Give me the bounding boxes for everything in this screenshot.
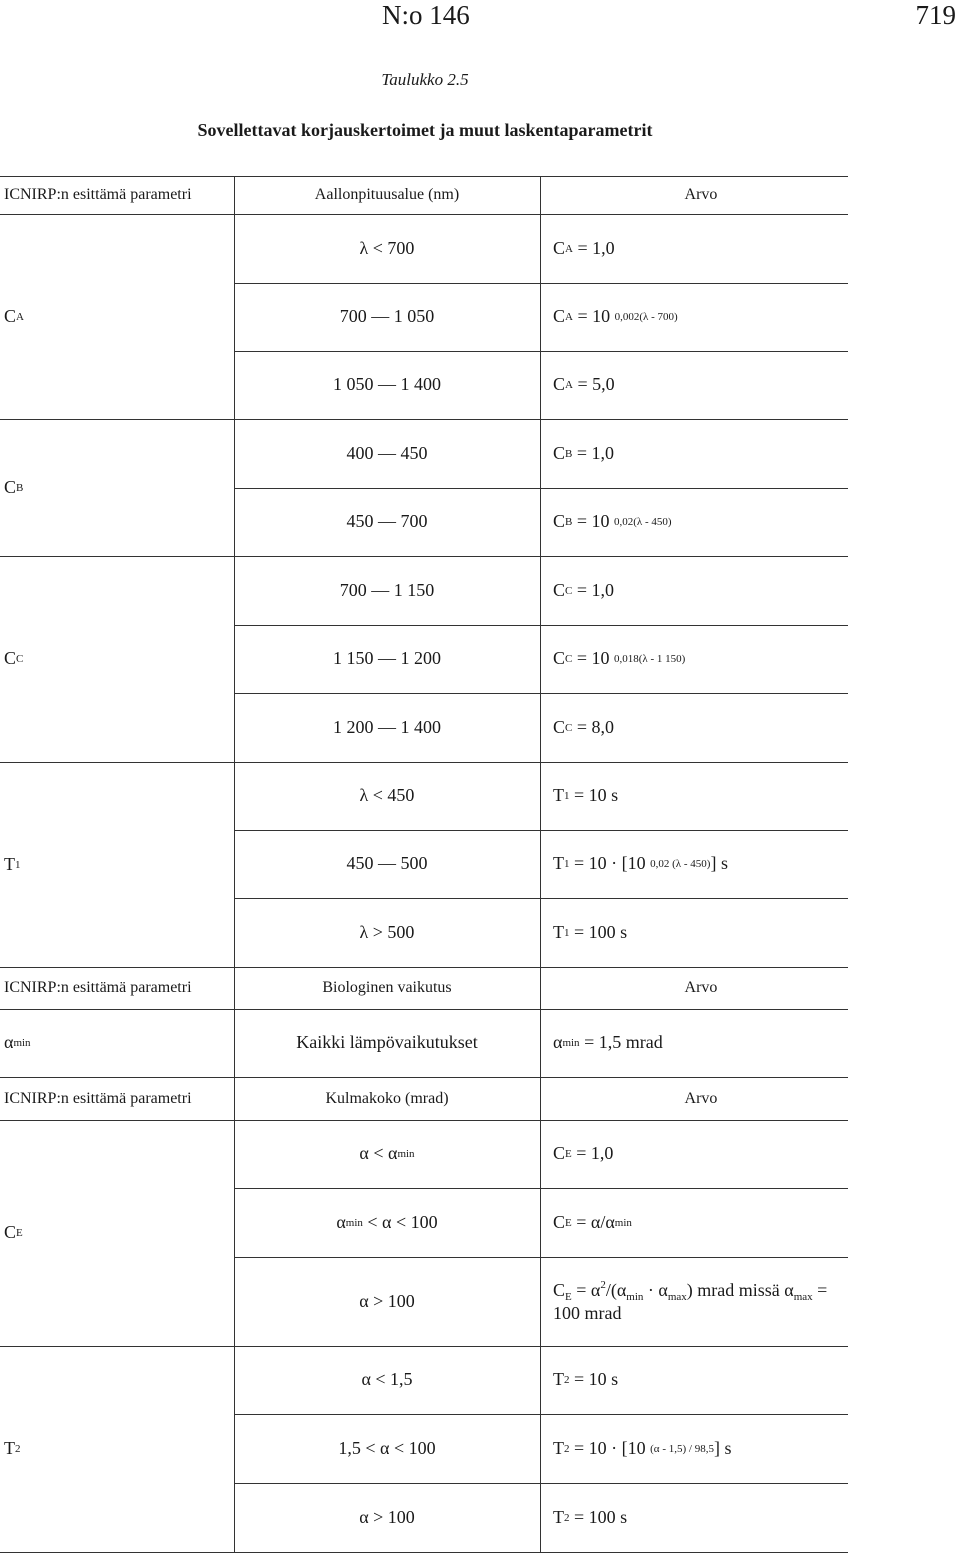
range-cell: α > 100 — [359, 1506, 415, 1527]
value-cell: C C = 1,0 — [553, 579, 615, 600]
value-cell: T 2 = 100 s — [553, 1506, 628, 1527]
value-cell: C E = α/α min — [553, 1211, 632, 1232]
value-cell: C A = 10 0,002(λ - 700) — [553, 306, 678, 327]
parameter-alpha-min: α min — [4, 1032, 31, 1053]
value-cell: C A = 5,0 — [553, 374, 615, 395]
parameter-t1: T 1 — [4, 853, 21, 874]
column-header-angular-size: Kulmakoko (mrad) — [325, 1089, 449, 1107]
parameter-ce: C E — [4, 1222, 23, 1243]
value-cell: T 1 = 10 s — [553, 785, 619, 806]
range-cell: λ > 500 — [359, 921, 415, 942]
parameter-ca: C A — [4, 305, 24, 326]
issue-number: N:o 146 — [382, 0, 470, 30]
range-cell: 450 — 700 — [346, 511, 428, 532]
value-cell: T 1 = 100 s — [553, 921, 628, 942]
column-header-value: Arvo — [684, 979, 718, 997]
rule — [0, 1552, 848, 1553]
page-number: 719 — [915, 0, 956, 30]
parameter-cb: C B — [4, 476, 24, 497]
column-rule — [234, 176, 235, 1553]
value-cell: T 1 = 10 · [10 0,02 (λ - 450) ] s — [553, 853, 728, 874]
value-cell: α min = 1,5 mrad — [553, 1032, 663, 1053]
value-cell: C C = 10 0,018(λ - 1 150) — [553, 648, 686, 669]
table-number: Taulukko 2.5 — [381, 70, 469, 89]
effect-cell: Kaikki lämpövaikutukset — [296, 1032, 478, 1053]
table-title: Sovellettavat korjauskertoimet ja muut laskentaparametrit — [197, 120, 653, 140]
range-cell: λ < 700 — [359, 237, 415, 258]
column-header-parameter: ICNIRP:n esittämä parametri — [4, 1089, 192, 1107]
column-header-value: Arvo — [684, 186, 718, 204]
column-header-biological-effect: Biologinen vaikutus — [322, 979, 452, 997]
range-cell: 1 050 — 1 400 — [333, 374, 441, 395]
value-cell: T 2 = 10 · [10 (α - 1,5) / 98,5 ] s — [553, 1437, 732, 1458]
range-cell: 1 150 — 1 200 — [333, 648, 441, 669]
range-cell: α < α min — [359, 1143, 415, 1164]
value-cell: T 2 = 10 s — [553, 1369, 619, 1390]
column-rule — [540, 176, 541, 1553]
value-cell: C B = 10 0,02(λ - 450) — [553, 511, 672, 532]
range-cell: 1 200 — 1 400 — [333, 716, 441, 737]
range-cell: 450 — 500 — [346, 853, 428, 874]
range-cell: 700 — 1 050 — [339, 306, 435, 327]
value-cell: $C_E = \alpha^2/(\alpha_{min} \cdot \alpha_{max})$ mrad missä $\alpha_{max} = 100$ mrad — [553, 1279, 828, 1323]
column-header-wavelength: Aallonpituusalue (nm) — [314, 186, 460, 204]
value-cell: C E = 1,0 — [553, 1143, 614, 1164]
value-cell: C C = 8,0 — [553, 716, 615, 737]
column-header-value: Arvo — [684, 1089, 718, 1107]
value-cell: C A = 1,0 — [553, 237, 615, 258]
column-header-parameter: ICNIRP:n esittämä parametri — [4, 979, 192, 997]
parameter-t2: T 2 — [4, 1438, 21, 1459]
range-cell: 400 — 450 — [346, 442, 428, 463]
value-cell: C B = 1,0 — [553, 442, 615, 463]
column-header-parameter: ICNIRP:n esittämä parametri — [4, 186, 192, 204]
range-cell: α > 100 — [359, 1290, 415, 1311]
range-cell: α < 1,5 — [361, 1369, 413, 1390]
range-cell: λ < 450 — [359, 785, 415, 806]
range-cell: 1,5 < α < 100 — [338, 1437, 436, 1458]
range-cell: 700 — 1 150 — [339, 579, 435, 600]
parameter-cc: C C — [4, 648, 24, 669]
range-cell: α min < α < 100 — [336, 1211, 438, 1232]
